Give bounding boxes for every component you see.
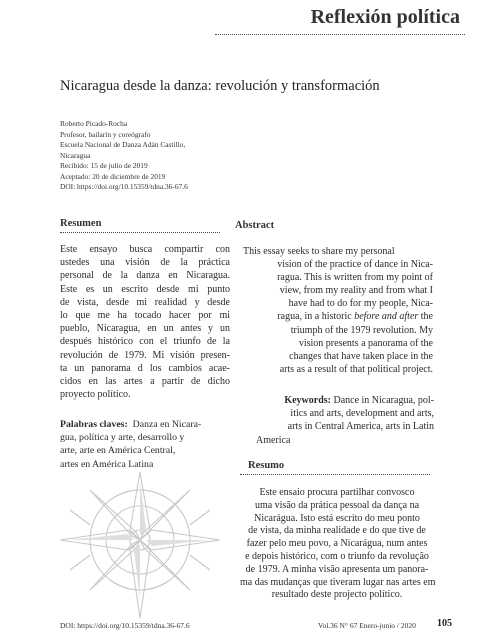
keywords-label: Keywords: [284, 395, 331, 406]
resumo-line: ma das mudanças que tiveram lugar nas artes em [240, 576, 436, 588]
resumen-dotted-rule [60, 232, 220, 233]
keywords-text: Dance in Nicaragua, pol- [333, 395, 434, 406]
abstract-line: arts as a result of that political project. [279, 363, 433, 375]
resumo-body [240, 487, 434, 602]
resumen-line: ta un panorama d los cambios acae- [60, 362, 230, 374]
palabras-claves-text: Danza en Nicara- [132, 419, 202, 430]
author-country: Nicaragua [60, 150, 91, 160]
resumen-line: ustedes una visión de la práctica [60, 257, 230, 269]
resumen-line: Este ensayo busca compartir con [60, 244, 230, 255]
keywords-line: itics and arts, development and arts, [290, 408, 434, 420]
resumen-heading: Resumen [60, 218, 102, 229]
resumen-line: proyecto político. [60, 389, 131, 401]
abstract-line: triumph of the 1979 revolution. My [290, 324, 433, 336]
resumen-body [60, 243, 230, 401]
resumen-line: después histórico con el triunfo de la [60, 336, 230, 348]
palabras-claves-line: arte, arte en América Central, [60, 445, 176, 457]
abstract-line: vision of the practice of dance in Nica- [277, 259, 433, 271]
received-date: Recibido: 15 de julio de 2019 [60, 161, 148, 170]
compass-rose-icon [50, 470, 225, 620]
resumen-line: pueblo, Nicaragua, en un antes y un [60, 323, 230, 335]
journal-section-title: Reflexión política [310, 6, 460, 28]
article-doi: DOI: https://doi.org/10.15359/tdna.36-67.6 [60, 182, 188, 191]
resumo-line: de vista, da minha realidade e do que tive de [248, 525, 426, 537]
resumen-line: cidos en las artes a partir de dicho [60, 376, 230, 388]
abstract-line: This essay seeks to share my personal [243, 246, 395, 257]
resumo-line: resultado deste projecto político. [271, 589, 403, 601]
resumen-line: personal de la danza en Nicaragua. [60, 270, 230, 282]
abstract-line: ragua. This is written from my point of [277, 272, 433, 284]
resumo-line: fazer pelo meu povo, a Nicarágua, num antes [246, 538, 428, 550]
resumo-dotted-rule [240, 474, 430, 475]
abstract-body [243, 245, 433, 376]
abstract-line: changes that have taken place in the [289, 350, 433, 362]
resumo-line: uma visão da prática pessoal da dança na [254, 499, 420, 511]
resumen-line: revolución de 1979. Mi visión presen- [60, 349, 230, 361]
author-name: Roberto Picado-Rocha [60, 119, 128, 128]
resumo-line: Nicarágua. Isto está escrito do meu ponto [254, 512, 420, 524]
abstract-line: vision presents a panorama of the [298, 337, 433, 349]
abstract-line: view, from my reality and from what I [279, 285, 433, 297]
palabras-claves-line: artes en América Latina [60, 458, 154, 470]
author-role: Profesor, bailarín y coreógrafo [60, 129, 151, 139]
abstract-line: have had to do for my people, Nica- [288, 298, 433, 310]
resumo-line: de 1979. A minha visão apresenta um panora- [245, 563, 429, 575]
resumen-line: lo que me ha tocado hacer por mi [60, 310, 230, 322]
abstract-line-italic: ragua, in a historic before and after the [277, 311, 433, 323]
article-title: Nicaragua desde la danza: revolución y transformación [60, 78, 380, 94]
palabras-claves-line: gua, política y arte, desarrollo y [60, 432, 185, 444]
resumen-line: de vista, desde mi realidad y desde [60, 296, 230, 308]
header-dotted-rule [215, 34, 465, 35]
footer-doi: DOI: https://doi.org/10.15359/tdna.36-67.6 [60, 621, 190, 630]
keywords-line: arts in Central America, arts in Latin [287, 421, 434, 433]
abstract-italic-phrase: before and after [354, 311, 419, 323]
palabras-claves-label: Palabras claves: [60, 419, 128, 430]
resumo-line: e depois histórico, com o triunfo da revolução [245, 550, 429, 562]
resumo-heading: Resumo [248, 460, 285, 471]
resumo-line: Este ensaio procura partilhar convosco [259, 487, 415, 498]
footer-issue: Vol.36 N° 67 Enero-junio / 2020 [318, 621, 416, 630]
resumen-line: Este es un escrito desde mi punto [60, 283, 230, 295]
keywords-line: America [256, 434, 291, 446]
keywords [256, 394, 434, 447]
palabras-claves [60, 418, 230, 471]
accepted-date: Aceptado: 20 de diciembre de 2019 [60, 171, 166, 181]
author-institution: Escuela Nacional de Danza Adán Castillo, [60, 140, 186, 149]
abstract-heading: Abstract [235, 220, 275, 231]
page-number: 105 [437, 618, 452, 629]
author-info [60, 119, 360, 193]
